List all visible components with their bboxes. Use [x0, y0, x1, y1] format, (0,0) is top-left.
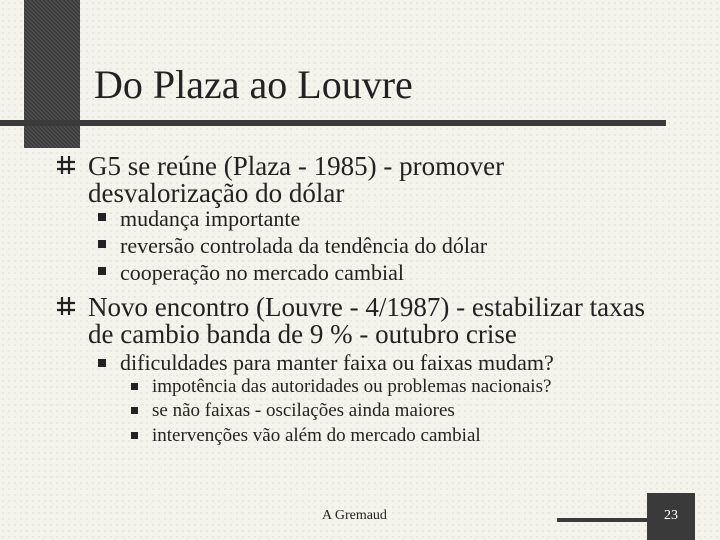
- hash-bullet-icon: [56, 295, 76, 322]
- bullet-2-subsub-2: se não faixas - oscilações ainda maiores: [152, 400, 455, 421]
- hash-bullet-icon: [56, 154, 76, 181]
- footer-rule: [557, 518, 647, 522]
- square-bullet-icon: [131, 432, 138, 439]
- footer-author: A Gremaud: [322, 508, 387, 523]
- page-number: 23: [647, 493, 695, 540]
- bullet-1: [88, 153, 558, 207]
- square-bullet-icon: [131, 407, 138, 414]
- bullet-1-sub-3: cooperação no mercado cambial: [120, 260, 405, 285]
- bullet-2-subsub-1: impotência das autoridades ou problemas nacionais?: [152, 376, 552, 397]
- square-bullet-icon: [131, 383, 138, 390]
- square-bullet-icon: [98, 267, 106, 275]
- bullet-1-sub-2: reversão controlada da tendência do dólar: [120, 233, 488, 258]
- bullet-2-text: Novo encontro (Louvre - 4/1987) - estabilizar taxas de cambio banda de 9 % - outubro crise: [88, 292, 646, 349]
- square-bullet-icon: [98, 240, 106, 248]
- bullet-2-sub-1: dificuldades para manter faixa ou faixas mudam?: [120, 350, 554, 375]
- square-bullet-icon: [98, 213, 106, 221]
- bullet-2-subsub-3: intervenções vão além do mercado cambial: [152, 425, 481, 446]
- bullet-2: [88, 294, 648, 348]
- bullet-1-text: G5 se reúne (Plaza - 1985) - promover desvalorização do dólar: [88, 151, 505, 208]
- slide-title: Do Plaza ao Louvre: [94, 62, 413, 107]
- bullet-1-sub-1: mudança importante: [120, 206, 301, 231]
- title-rule: [0, 120, 666, 126]
- square-bullet-icon: [98, 359, 106, 367]
